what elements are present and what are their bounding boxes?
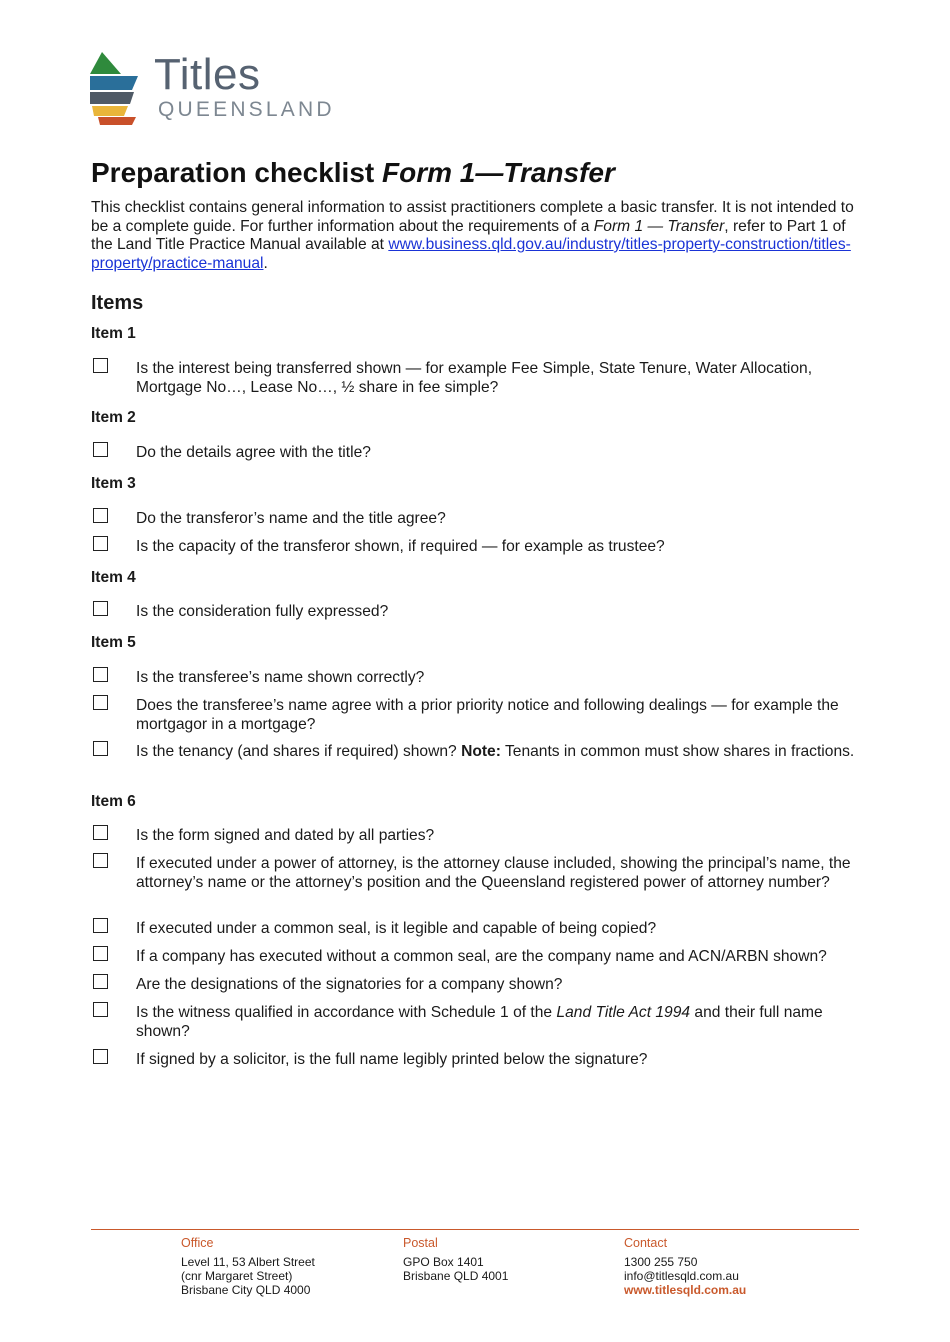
act-post: and their full name shown? <box>136 1004 823 1040</box>
checkbox[interactable] <box>93 601 108 616</box>
checkbox[interactable] <box>93 1049 108 1064</box>
note-post: Tenants in common must show shares in fractions. <box>500 743 855 760</box>
check-text <box>136 1003 861 1041</box>
intro-paragraph <box>91 199 861 273</box>
footer-contact <box>624 1236 746 1297</box>
logo-wordmark: Titles <box>154 50 261 99</box>
check-text: Does the transferee’s name agree with a prior priority notice and following dealings — for example the mortgagor in a mortgage? <box>136 697 839 733</box>
practice-manual-link[interactable]: www.business.qld.gov.au/industry/titles-property-construction/titles-property/practice-manual <box>91 236 851 272</box>
check-text: Do the details agree with the title? <box>136 444 371 461</box>
title-form: Form 1—Transfer <box>382 157 615 188</box>
check-text: If executed under a power of attorney, is the attorney clause included, showing the principal’s name, the attorney’s name or the attorney’s position and the Queensland registered power of attorney number? <box>136 855 851 891</box>
checkbox[interactable] <box>93 1002 108 1017</box>
check-text: If signed by a solicitor, is the full name legibly printed below the signature? <box>136 1051 648 1068</box>
checkbox[interactable] <box>93 536 108 551</box>
footer-office-line: Brisbane City QLD 4000 <box>181 1283 311 1297</box>
act-pre: Is the witness qualified in accordance with Schedule 1 of the <box>136 1004 557 1021</box>
footer-postal-line: Brisbane QLD 4001 <box>403 1269 509 1283</box>
items-heading: Items <box>91 292 144 314</box>
page-title <box>91 156 615 190</box>
checkbox[interactable] <box>93 695 108 710</box>
footer-website[interactable]: www.titlesqld.com.au <box>624 1283 747 1297</box>
checkbox[interactable] <box>93 442 108 457</box>
footer-divider <box>91 1229 859 1230</box>
note-pre: Is the tenancy (and shares if required) shown? <box>136 743 462 760</box>
intro-text-2: , refer to Part 1 of the Land Title Practice Manual available at <box>91 217 846 253</box>
footer-phone: 1300 255 750 <box>624 1255 698 1269</box>
logo-subtitle: QUEENSLAND <box>158 98 335 121</box>
checkbox[interactable] <box>93 667 108 682</box>
footer-office-heading: Office <box>181 1236 214 1250</box>
act-name: Land Title Act 1994 <box>556 1004 691 1021</box>
item-2-heading: Item 2 <box>91 409 136 426</box>
check-text: Do the transferor’s name and the title agree? <box>136 510 446 527</box>
footer-email[interactable]: info@titlesqld.com.au <box>624 1269 739 1283</box>
footer-postal-heading: Postal <box>403 1236 438 1250</box>
item-1-heading: Item 1 <box>91 325 136 342</box>
footer-contact-heading: Contact <box>624 1236 668 1250</box>
footer-office <box>181 1236 315 1297</box>
checkbox[interactable] <box>93 358 108 373</box>
note-label: Note: <box>461 743 501 760</box>
check-text <box>136 742 861 761</box>
item-3-heading: Item 3 <box>91 475 136 492</box>
footer-office-line: Level 11, 53 Albert Street <box>181 1255 315 1269</box>
checkbox[interactable] <box>93 918 108 933</box>
item-4-heading: Item 4 <box>91 569 136 586</box>
check-text: If a company has executed without a common seal, are the company name and ACN/ARBN shown? <box>136 948 827 965</box>
check-text: Is the consideration fully expressed? <box>136 603 389 620</box>
check-text: Is the transferee’s name shown correctly? <box>136 669 425 686</box>
footer-office-line: (cnr Margaret Street) <box>181 1269 293 1283</box>
intro-form-ref: Form 1 — Transfer <box>593 217 725 235</box>
item-5-heading: Item 5 <box>91 634 136 651</box>
titles-queensland-logo <box>88 50 348 130</box>
intro-text-1: This checklist contains general information to assist practitioners complete a basic transfer. It is not intended to be a complete guide. For further information about the requirements of a <box>91 199 854 235</box>
item-6-heading: Item 6 <box>91 793 136 810</box>
check-text: Is the interest being transferred shown — for example Fee Simple, State Tenure, Water Allocation, Mortgage No…, Lease No…, ½ share in fee simple? <box>136 360 813 396</box>
checkbox[interactable] <box>93 508 108 523</box>
check-text: Is the form signed and dated by all parties? <box>136 827 435 844</box>
checkbox[interactable] <box>93 946 108 961</box>
logo-mark-icon <box>88 50 144 126</box>
footer-postal-line: GPO Box 1401 <box>403 1255 484 1269</box>
checkbox[interactable] <box>93 741 108 756</box>
checkbox[interactable] <box>93 825 108 840</box>
checkbox[interactable] <box>93 853 108 868</box>
title-main: Preparation checklist <box>91 157 383 188</box>
footer-postal <box>403 1236 508 1283</box>
check-text: Is the capacity of the transferor shown, if required — for example as trustee? <box>136 538 665 555</box>
check-text: If executed under a common seal, is it legible and capable of being copied? <box>136 920 657 937</box>
check-text: Are the designations of the signatories for a company shown? <box>136 976 563 993</box>
checkbox[interactable] <box>93 974 108 989</box>
intro-text-3: . <box>263 254 268 272</box>
